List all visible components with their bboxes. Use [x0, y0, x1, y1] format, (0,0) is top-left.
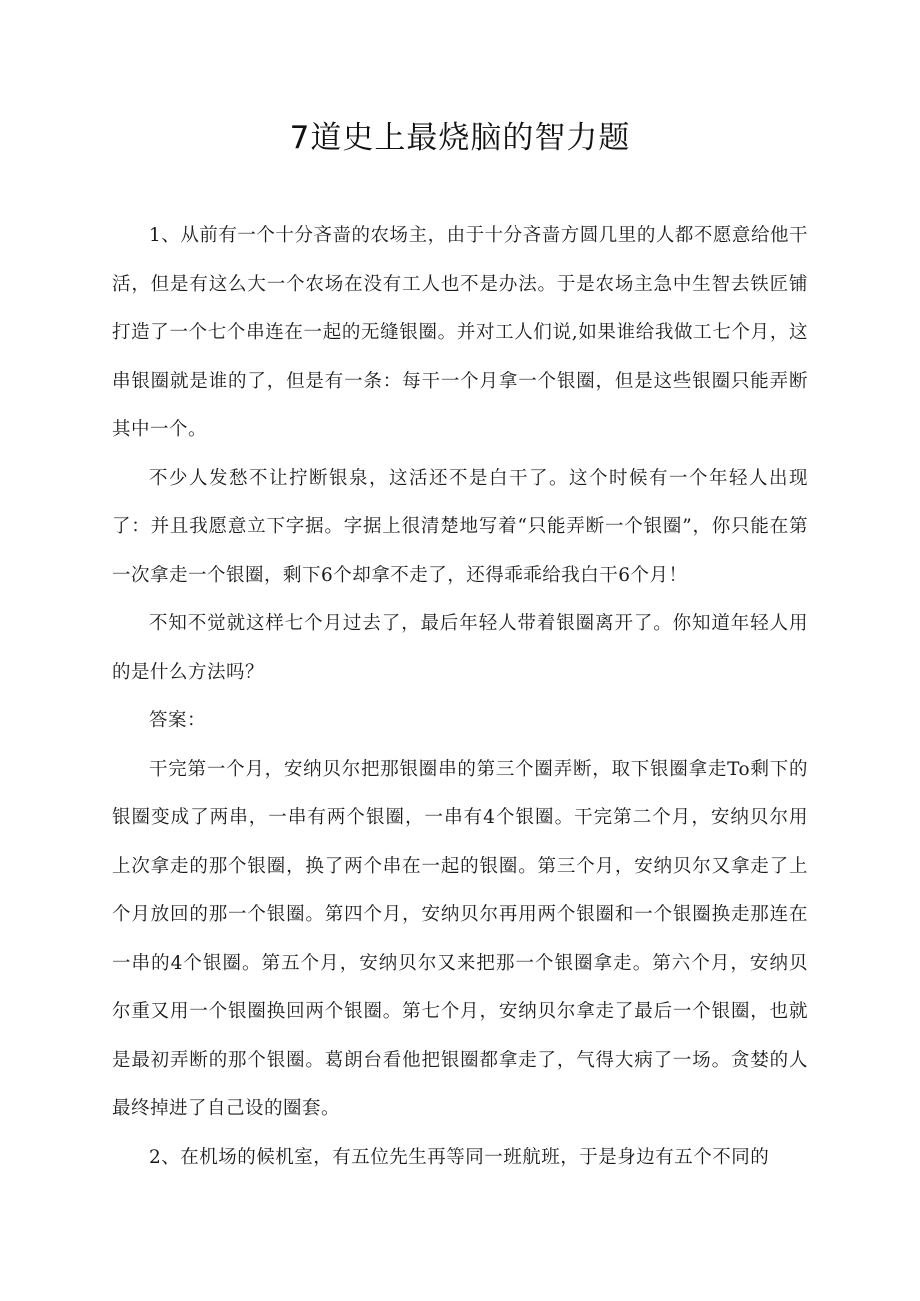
- paragraph-puzzle-1-question: 不知不觉就这样七个月过去了，最后年轻人带着银圈离开了。你知道年轻人用的是什么方法吗？: [112, 613, 808, 683]
- paragraph-puzzle-1-intro: 1、从前有一个十分吝啬的农场主，由于十分吝啬方圆几里的人都不愿意给他干活，但是有这么大一个农场在没有工人也不是办法。于是农场主急中生智去铁匠铺打造了一个七个串连在一起的无缝银圈。并对工人们说,如果谁给我做工七个月，这串银圈就是谁的了，但是有一条：每干一个月拿一个银圈，但是这些银圈只能弄断其中一个。: [112, 225, 808, 440]
- answer-label: 答案：: [149, 710, 207, 731]
- paragraph-puzzle-1-answer: 干完第一个月，安纳贝尔把那银圈串的第三个圈弄断，取下银圈拿走To剩下的银圈变成了两串，一串有两个银圈，一串有4个银圈。干完第二个月，安纳贝尔用上次拿走的那个银圈，换了两个串在一起的银圈。第三个月，安纳贝尔又拿走了上个月放回的那一个银圈。第四个月，安纳贝尔再用两个银圈和一个银圈换走那连在一串的4个银圈。第五个月，安纳贝尔又来把那一个银圈拿走。第六个月，安纳贝尔重又用一个银圈换回两个银圈。第七个月，安纳贝尔拿走了最后一个银圈，也就是最初弄断的那个银圈。葛朗台看他把银圈都拿走了，气得大病了一场。贪婪的人最终掉进了自己设的圈套。: [112, 758, 808, 1119]
- document-title: 7道史上最烧脑的智力题: [289, 120, 631, 156]
- paragraph-puzzle-2-intro: 2、在机场的候机室，有五位先生再等同一班航班，于是身边有五个不同的: [149, 1146, 770, 1168]
- paragraph-puzzle-1-challenge: 不少人发愁不让拧断银泉，这活还不是白干了。这个时候有一个年轻人出现了：并且我愿意立下字据。字据上很清楚地写着“只能弄断一个银圈”，你只能在第一次拿走一个银圈，剩下6个却拿不走了，还得乖乖给我白干6个月！: [112, 467, 808, 586]
- document-body: [112, 212, 808, 1182]
